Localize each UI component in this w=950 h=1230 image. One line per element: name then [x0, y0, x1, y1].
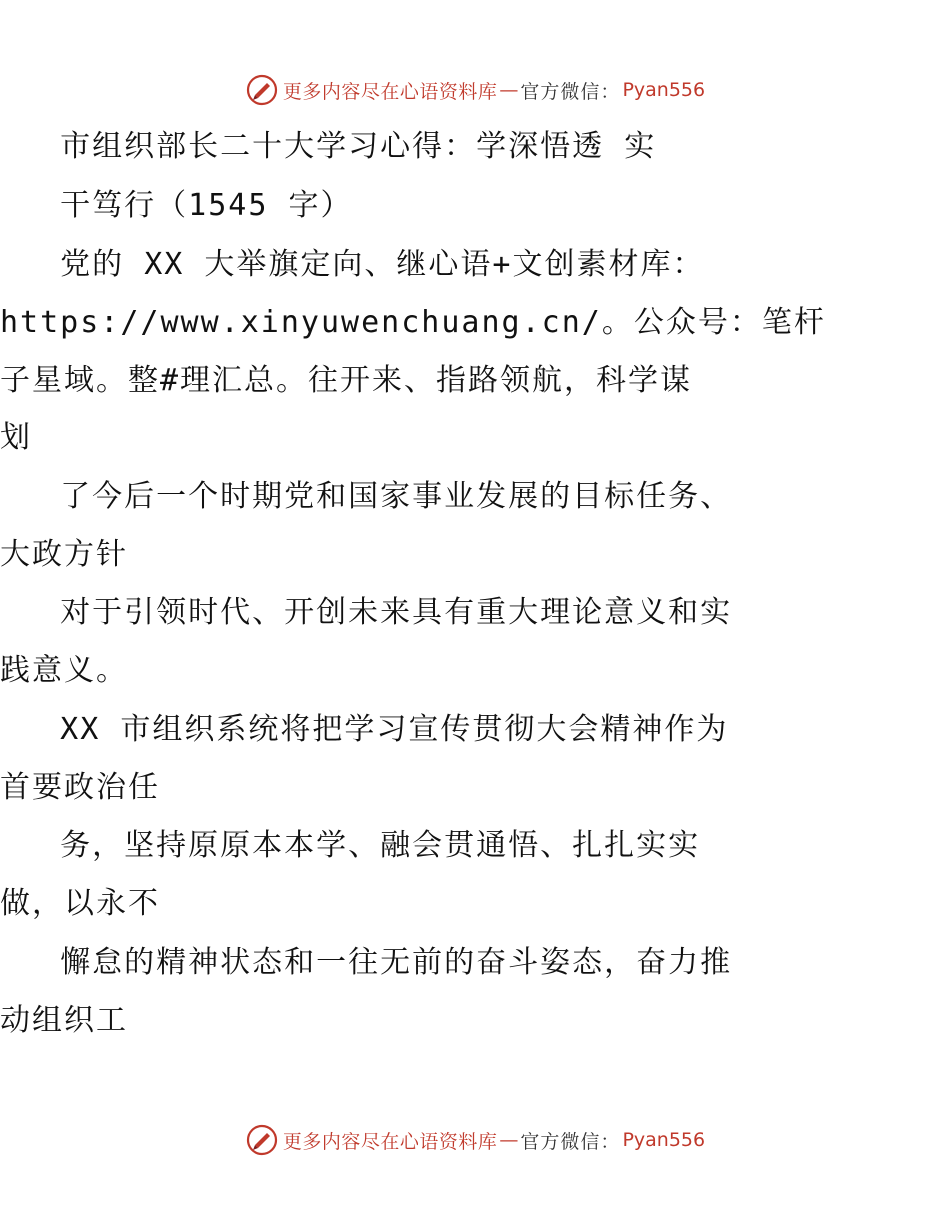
doc-line: 动组织工 — [0, 1003, 128, 1038]
doc-line: 干笃行（1545 字） — [0, 188, 353, 223]
brand-logo-icon — [245, 73, 279, 107]
doc-line: 党的 XX 大举旗定向、继心语+文创素材库： — [0, 247, 705, 282]
doc-line: XX 市组织系统将把学习宣传贯彻大会精神作为 — [0, 712, 729, 747]
header-watermark — [0, 70, 950, 110]
doc-line: 子星域。整#理汇总。往开来、指路领航，科学谋 — [0, 363, 693, 398]
watermark-separator: — — [499, 79, 519, 101]
doc-line: 务，坚持原原本本学、融会贯通悟、扎扎实实 — [0, 828, 701, 863]
watermark-wechat-label: 官方微信： — [520, 1130, 621, 1153]
watermark-wechat-id: Pyan556 — [622, 79, 706, 101]
doc-line: 大政方针 — [0, 537, 128, 572]
watermark-main-text: 更多内容尽在心语资料库 — [282, 80, 498, 103]
doc-line: https://www.xinyuwenchuang.cn/。公众号：笔杆 — [0, 305, 826, 340]
watermark-wechat-label: 官方微信： — [520, 80, 621, 103]
doc-line: 做，以永不 — [0, 886, 160, 921]
watermark-main-text: 更多内容尽在心语资料库 — [282, 1130, 498, 1153]
doc-line: 对于引领时代、开创未来具有重大理论意义和实 — [0, 595, 733, 630]
doc-line: 了今后一个时期党和国家事业发展的目标任务、 — [0, 479, 733, 514]
doc-line: 市组织部长二十大学习心得：学深悟透 实 — [0, 129, 657, 164]
brand-logo-icon — [245, 1123, 279, 1157]
footer-watermark — [0, 1120, 950, 1160]
doc-line: 划 — [0, 420, 32, 455]
watermark-separator: — — [499, 1129, 519, 1151]
doc-line: 懈怠的精神状态和一往无前的奋斗姿态，奋力推 — [0, 945, 733, 980]
doc-line: 首要政治任 — [0, 770, 160, 805]
watermark-wechat-id: Pyan556 — [622, 1129, 706, 1151]
doc-line: 践意义。 — [0, 653, 128, 688]
